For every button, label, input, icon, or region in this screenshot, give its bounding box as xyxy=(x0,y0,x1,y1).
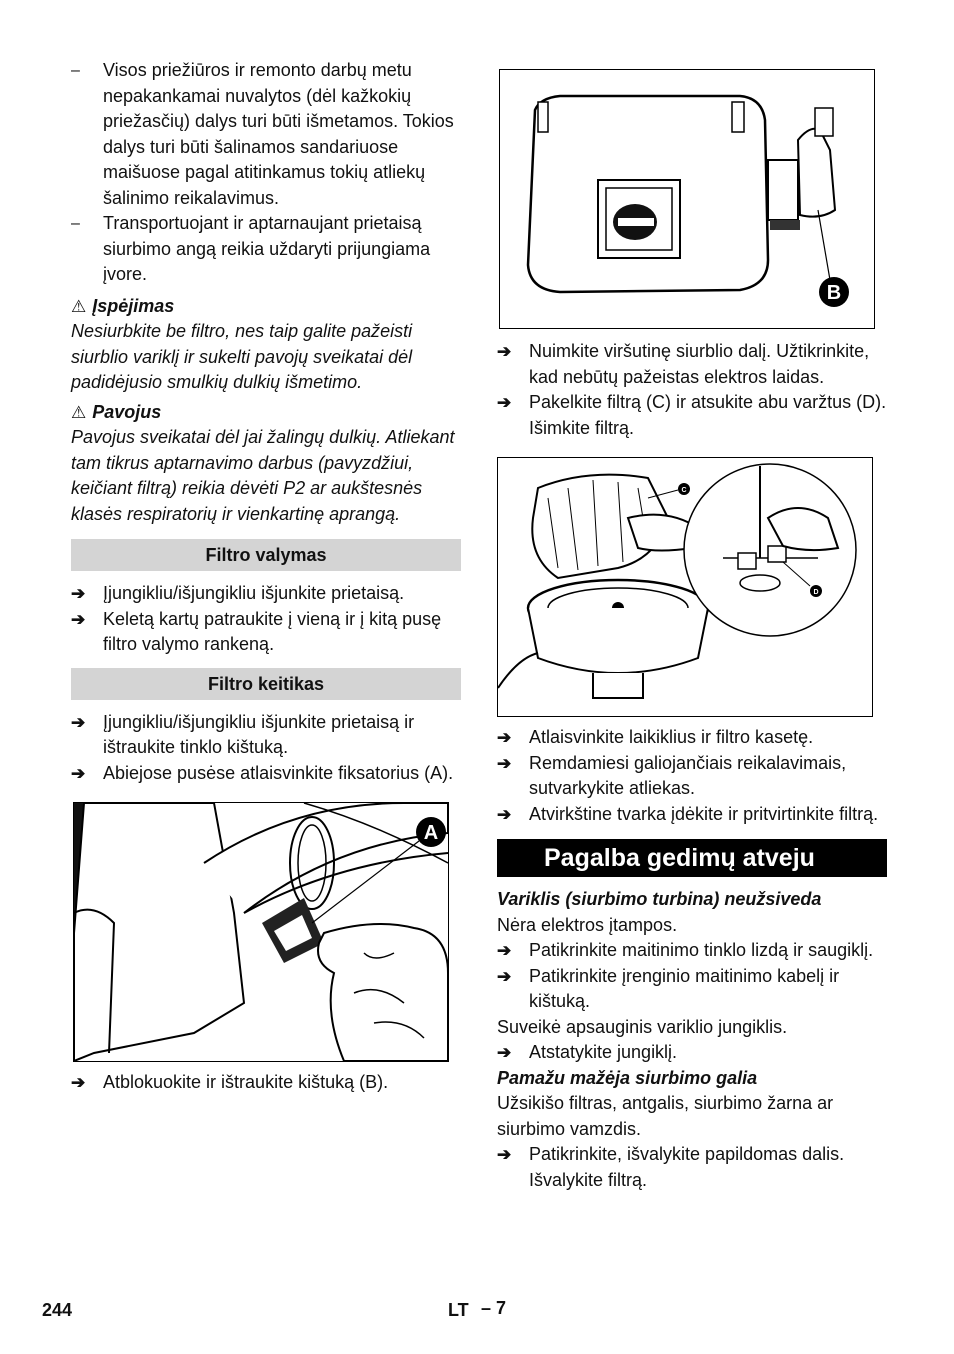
arrow-bullet-icon: ➔ xyxy=(71,584,86,603)
left-column xyxy=(71,58,461,1096)
warning-icon: ⚠ xyxy=(71,296,87,316)
arrow-bullet-icon: ➔ xyxy=(497,342,512,361)
right-column xyxy=(497,69,887,1193)
figure-latch xyxy=(73,802,449,1062)
list-item xyxy=(71,607,461,658)
list-item-text: Atlaisvinkite laikiklius ir filtro kasetę. xyxy=(529,727,814,747)
arrow-bullet-icon: ➔ xyxy=(497,966,512,986)
arrow-bullet-icon: ➔ xyxy=(497,1145,512,1164)
arrow-bullet-icon: ➔ xyxy=(71,1073,86,1092)
fault-cause: Suveikė apsauginis variklio jungiklis. xyxy=(497,1016,788,1037)
list-item-text: Atblokuokite ir ištraukite kištuką (B). xyxy=(103,1072,389,1092)
arrow-bullet-icon: ➔ xyxy=(497,753,512,773)
list-item xyxy=(497,339,887,390)
list-item xyxy=(71,761,461,787)
arrow-bullet-icon: ➔ xyxy=(497,393,512,412)
main-heading-troubleshooting: Pagalba gedimų atveju xyxy=(497,839,887,877)
list-item xyxy=(497,751,887,802)
list-item xyxy=(497,1142,887,1193)
list-item-text: Remdamiesi galiojančiais reikalavimais, sutvarkykite atliekas. xyxy=(529,752,847,798)
callout-b-label: B xyxy=(826,282,842,304)
language-code: LT xyxy=(448,1300,469,1320)
list-item-text: Įjungikliu/išjungikliu išjunkite prietaisą ir ištraukite tinklo kištuką. xyxy=(103,711,415,757)
warning-heading xyxy=(71,294,461,320)
arrow-bullet-icon: ➔ xyxy=(497,804,512,824)
callout-d-label: D xyxy=(813,589,819,596)
dash-bullet: – xyxy=(71,215,80,232)
list-item xyxy=(71,710,461,761)
dash-bullet: – xyxy=(71,62,80,79)
figure-motor-head xyxy=(499,69,875,329)
list-item xyxy=(71,1070,461,1096)
fault-heading: Variklis (siurbimo turbina) neužsiveda xyxy=(497,889,822,909)
arrow-bullet-icon: ➔ xyxy=(497,1043,512,1062)
list-item-text: Nuimkite viršutinę siurblio dalį. Užtikrinkite, kad nebūtų pažeistas elektros laidas. xyxy=(529,341,870,387)
warning-icon: ⚠ xyxy=(71,402,87,422)
list-item xyxy=(497,1040,887,1066)
list-item xyxy=(71,58,461,211)
arrow-bullet-icon: ➔ xyxy=(497,728,512,747)
list-item xyxy=(497,725,887,751)
list-item xyxy=(497,802,887,828)
section-heading-filter-cleaning: Filtro valymas xyxy=(71,539,461,571)
page-number: 244 xyxy=(42,1300,73,1320)
section-heading-filter-change: Filtro keitikas xyxy=(71,668,461,700)
latch-illustration xyxy=(74,803,448,1061)
arrow-bullet-icon: ➔ xyxy=(497,941,512,960)
filter-removal-illustration xyxy=(498,458,872,716)
danger-heading xyxy=(71,400,461,426)
list-item xyxy=(497,390,887,441)
list-item-text: Keletą kartų patraukite į vieną ir į kitą pusę filtro valymo rankeną. xyxy=(103,608,442,654)
list-item-text: Abiejose pusėse atlaisvinkite fiksatorius (A). xyxy=(103,762,454,783)
list-item xyxy=(71,581,461,607)
list-item-text: Atvirkštine tvarka įdėkite ir pritvirtinkite filtrą. xyxy=(529,803,879,824)
callout-c-label: C xyxy=(681,487,687,494)
list-item-text: Patikrinkite maitinimo tinklo lizdą ir saugiklį. xyxy=(529,940,874,960)
list-item-text: Patikrinkite, išvalykite papildomas dalis. Išvalykite filtrą. xyxy=(529,1144,845,1190)
page-reference: – 7 xyxy=(481,1298,507,1318)
list-item-text: Atstatykite jungiklį. xyxy=(529,1042,678,1062)
warning-text: Nesiurbkite be filtro, nes taip galite pažeisti siurblio variklį ir sukelti pavojų sveikatai dėl padidėjusio smulkių dulkių išmetimo. xyxy=(71,321,413,392)
fault-cause: Nėra elektros įtampos. xyxy=(497,914,678,935)
callout-a-label: A xyxy=(423,822,439,844)
warning-title: Įspėjimas xyxy=(92,295,175,316)
list-item-text: Transportuojant ir aptarnaujant prietaisą siurbimo angą reikia uždaryti prijungiama įvore. xyxy=(103,213,431,284)
danger-title: Pavojus xyxy=(92,401,162,422)
figure-filter-removal xyxy=(497,457,873,717)
list-item-text: Patikrinkite įrenginio maitinimo kabelį ir kištuką. xyxy=(529,965,840,1011)
list-item-text: Įjungikliu/išjungikliu išjunkite prietaisą. xyxy=(103,583,405,603)
danger-text: Pavojus sveikatai dėl jai žalingų dulkių. Atliekant tam tikrus aptarnavimo darbus (pavyzdžiui, keičiant filtrą) reikia dėvėti P2 ar aukštesnės klasės respiratorių ir vienkartinę aprangą. xyxy=(71,427,455,524)
fault-heading: Pamažu mažėja siurbimo galia xyxy=(497,1067,758,1088)
fault-cause: Užsikišo filtras, antgalis, siurbimo žarna ar siurbimo vamzdis. xyxy=(497,1093,834,1139)
arrow-bullet-icon: ➔ xyxy=(71,712,86,732)
list-item xyxy=(497,938,887,964)
arrow-bullet-icon: ➔ xyxy=(71,763,86,783)
list-item xyxy=(71,211,461,288)
list-item-text: Pakelkite filtrą (C) ir atsukite abu varžtus (D). Išimkite filtrą. xyxy=(529,392,887,438)
arrow-bullet-icon: ➔ xyxy=(71,609,86,629)
list-item xyxy=(497,964,887,1015)
motor-head-illustration xyxy=(500,70,874,328)
list-item-text: Visos priežiūros ir remonto darbų metu nepakankamai nuvalytos (dėl kažkokių priežasčių) dalys turi būti išmetamos. Tokios dalys turi būti šalinamos sandariuose maišuose pagal atitinkamus tokių atliekų šalinimo reikalavimus. xyxy=(103,60,454,208)
